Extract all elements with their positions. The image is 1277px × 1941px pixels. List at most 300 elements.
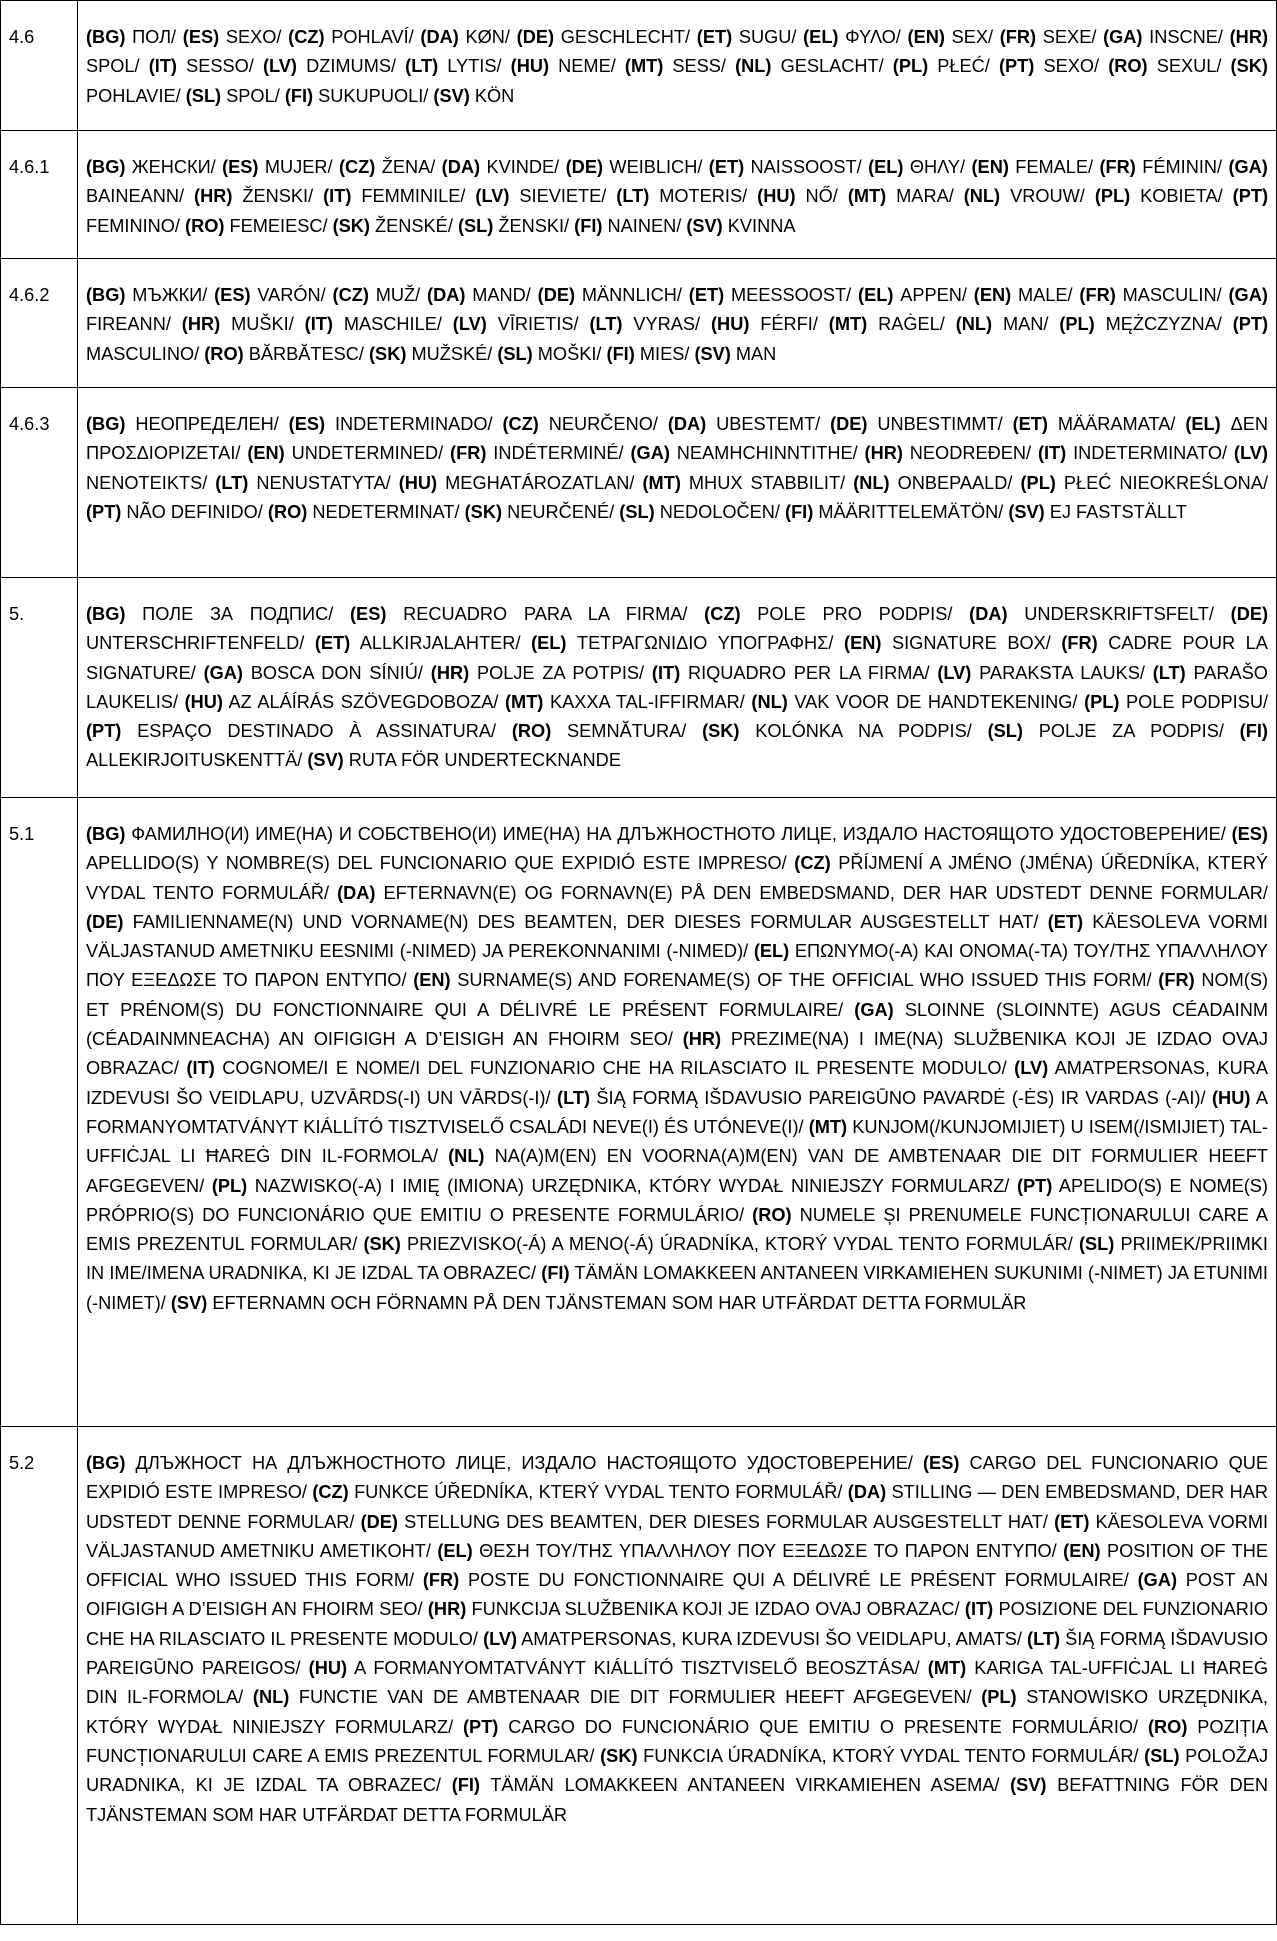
item-translations: [78, 131, 1277, 259]
language-code: (LV): [1014, 1058, 1049, 1079]
language-code: (CZ): [338, 157, 376, 177]
translation-text: GESCHLECHT/: [560, 27, 691, 47]
item-translations: [78, 798, 1277, 1427]
translation-text: ΔΕΝ ΠΡΟΣΔΙΟΡΙΖΕΤΑΙ/: [86, 414, 1269, 464]
item-translations: [78, 388, 1277, 578]
translation-segment: [1059, 314, 1221, 334]
language-code: (GA): [203, 662, 243, 683]
language-code: (SV): [694, 343, 731, 364]
translation-text: FEMALE/: [1015, 157, 1094, 177]
translation-text: ΑΡΡΕΝ/: [900, 285, 967, 305]
translation-text: MALE/: [1018, 285, 1073, 305]
language-code: (ET): [1047, 911, 1084, 932]
language-code: (SL): [185, 85, 222, 106]
translation-segment: [182, 314, 294, 334]
translation-segment: [652, 663, 930, 683]
translation-text: MAND/: [472, 285, 531, 305]
language-code: (FR): [1079, 285, 1116, 305]
language-code: (IT): [323, 186, 352, 207]
translation-segment: [988, 721, 1224, 741]
translation-segment: [686, 216, 795, 236]
translation-segment: [531, 633, 833, 653]
language-code: (CZ): [332, 285, 369, 305]
translation-segment: [1103, 27, 1223, 47]
translation-segment: [423, 1570, 1129, 1590]
translation-text: FUNKCIA ÚRADNÍKA, KTORÝ VYDAL TENTO FORMULÁR/: [643, 1745, 1139, 1766]
language-code: (HR): [1229, 27, 1269, 47]
translation-text: VARÓN/: [257, 285, 326, 305]
translation-segment: [186, 86, 280, 106]
table-row: [1, 1427, 1277, 1925]
translation-text: KÄESOLEVA VORMI VÄLJASTANUD AMETNIKU EESNIMI (-NIMED) JA PEREKONNANIMI (-NIMED)/: [86, 911, 1268, 962]
translation-text: NEODREĐEN/: [909, 443, 1032, 464]
translation-segment: [212, 1176, 1010, 1196]
translation-segment: [149, 56, 254, 76]
translation-segment: [964, 186, 1085, 206]
translation-segment: [86, 414, 279, 434]
language-code: (ES): [1231, 824, 1268, 844]
translation-segment: [1038, 443, 1227, 463]
translation-text: STILLING — DEN EMBEDSMAND, DER HAR UDSTEDT DENNE FORMULAR/: [86, 1482, 1269, 1532]
translation-segment: [704, 604, 952, 624]
language-code: (FI): [1239, 721, 1268, 742]
translation-text: MEGHATÁROZATLAN/: [445, 472, 635, 493]
translation-segment: [427, 285, 531, 305]
language-code: (PL): [1020, 472, 1056, 493]
translation-text: POLJE ZA PODPIS/: [1038, 721, 1224, 742]
language-code: (PL): [892, 56, 929, 77]
translation-segment: [171, 1293, 1027, 1313]
translation-text: A FORMANYOMTATVÁNYT KIÁLLÍTÓ TISZTVISELŐ BEOSZTÁSA/: [354, 1658, 920, 1679]
translation-text: NAINEN/: [607, 215, 682, 236]
translation-text: FÉMININ/: [1142, 157, 1223, 177]
language-code: (SV): [307, 750, 344, 771]
language-code: (LV): [1233, 443, 1268, 464]
language-code: (LT): [215, 472, 249, 493]
translation-segment: [830, 414, 1003, 434]
translation-segment: [285, 86, 429, 106]
translation-segment: [361, 1512, 1048, 1532]
language-code: (LT): [616, 186, 650, 207]
language-code: (ET): [1054, 1511, 1090, 1532]
language-code: (BG): [86, 157, 126, 177]
language-code: (SK): [600, 1745, 638, 1766]
translation-segment: [194, 186, 313, 206]
language-code: (ES): [923, 1453, 960, 1473]
language-code: (SK): [702, 721, 740, 742]
translation-text: FAMILIENNAME(N) UND VORNAME(N) DES BEAMTEN, DER DIESES FORMULAR AUSGESTELLT HAT/: [132, 911, 1039, 932]
language-code: (EL): [868, 157, 904, 177]
translation-text: PARAŠO LAUKELIS/: [86, 662, 1268, 712]
translation-text: STELLUNG DES BEAMTEN, DER DIESES FORMULAR AUSGESTELLT HAT/: [404, 1511, 1048, 1532]
language-code: (DE): [86, 911, 124, 932]
translation-table-body: [1, 1, 1277, 1925]
translation-text: MÄÄRAMATA/: [1057, 414, 1176, 434]
translation-text: INDETERMINATO/: [1073, 443, 1228, 464]
translation-text: PREZIME(NA) I IME(NA) SLUŽBENIKA KOJI JE IZDAO OVAJ OBRAZAC/: [86, 1029, 1268, 1079]
language-code: (LV): [483, 1628, 518, 1649]
language-code: (DE): [830, 414, 868, 434]
translation-text: SUKUPUOLI/: [318, 85, 429, 106]
language-code: (ET): [708, 157, 745, 177]
translation-text: FÉRFI/: [760, 314, 818, 335]
language-code: (HU): [711, 314, 750, 335]
language-code: (PL): [1094, 186, 1131, 207]
translation-segment: [689, 285, 851, 305]
translation-segment: [803, 27, 901, 47]
language-code: (BG): [86, 604, 126, 624]
language-code: (FI): [606, 343, 635, 364]
translation-text: NAZWISKO(-A) I IMIĘ (IMIONA) URZĘDNIKA, KTÓRY WYDAŁ NINIEJSZY FORMULARZ/: [254, 1175, 1010, 1196]
translation-text: ПОЛ/: [132, 27, 177, 47]
translation-text: UNTERSCHRIFTENFELD/: [86, 633, 305, 654]
translation-segment: [247, 443, 443, 463]
language-code: (RO): [1108, 56, 1148, 77]
translation-text: NEURČENÉ/: [507, 501, 615, 522]
language-code: (FR): [999, 27, 1037, 47]
translation-segment: [405, 56, 501, 76]
language-code: (SL): [1078, 1234, 1115, 1255]
translation-segment: [972, 157, 1094, 177]
item-number: 5.2: [1, 1427, 78, 1925]
language-code: (RO): [752, 1204, 792, 1225]
language-code: (PT): [1016, 1175, 1053, 1196]
translation-segment: [339, 157, 435, 177]
translation-text: FUNKCIJA SLUŽBENIKA KOJI JE IZDAO OVAJ OBRAZAC/: [471, 1599, 960, 1620]
language-code: (GA): [1228, 285, 1268, 305]
language-code: (BG): [86, 1453, 126, 1473]
translation-segment: [185, 692, 499, 712]
translation-segment: [848, 186, 954, 206]
translation-text: NAISSOOST/: [750, 157, 862, 177]
translation-segment: [253, 1687, 972, 1707]
language-code: (SL): [987, 721, 1023, 742]
translation-text: MUJER/: [264, 157, 333, 177]
translation-segment: [433, 86, 514, 106]
translation-text: MASCULIN/: [1122, 285, 1222, 305]
translation-segment: [475, 186, 606, 206]
language-code: (NL): [448, 1146, 485, 1167]
translation-segment: [288, 27, 414, 47]
language-code: (FI): [785, 501, 814, 522]
translation-segment: [431, 663, 644, 683]
language-code: (SK): [369, 343, 407, 364]
translation-segment: [1079, 285, 1221, 305]
translation-text: FEMININO/: [86, 215, 180, 236]
translation-text: AMATPERSONAS, KURA IZDEVUSI ŠO VEIDLAPU, UZVĀRDS(-I) UN VĀRDS(-I)/: [86, 1058, 1268, 1108]
translation-text: SUGU/: [738, 27, 797, 47]
item-number: 5.: [1, 578, 78, 798]
language-code: (PT): [1232, 314, 1269, 335]
language-code: (LT): [589, 314, 623, 335]
table-row: [1, 259, 1277, 388]
language-code: (HR): [194, 186, 233, 207]
translation-segment: [868, 157, 965, 177]
item-number: 4.6: [1, 1, 78, 131]
language-code: (FI): [574, 215, 603, 236]
translation-text: RIQUADRO PER LA FIRMA/: [687, 662, 930, 683]
translation-text: MÄNNLICH/: [581, 285, 682, 305]
translation-text: MUŽ/: [375, 285, 421, 305]
translation-segment: [399, 473, 635, 493]
translation-text: PRIEZVISKO(-Á) A MENO(-Á) ÚRADNÍKA, KTORÝ VYDAL TENTO FORMULÁR/: [406, 1234, 1073, 1255]
translation-text: POHLAVIE/: [86, 85, 181, 106]
translation-text: GESLACHT/: [780, 56, 884, 77]
translation-segment: [503, 414, 658, 434]
translation-text: APELIDO(S) E NOME(S) PRÓPRIO(S) DO FUNCIONÁRIO QUE EMITIU O PRESENTE FORMULÁRIO/: [86, 1175, 1268, 1225]
language-code: (IT): [148, 56, 177, 77]
translation-text: TÄMÄN LOMAKKEEN ANTANEEN VIRKAMIEHEN ASEMA/: [490, 1775, 1000, 1796]
language-code: (SK): [1230, 56, 1268, 77]
translation-text: SESSO/: [186, 56, 254, 77]
item-translations: [78, 578, 1277, 798]
translation-text: ALLKIRJALAHTER/: [359, 633, 521, 654]
translation-segment: [450, 443, 624, 463]
language-code: (DE): [565, 157, 604, 177]
language-code: (LV): [937, 662, 972, 683]
item-number: 4.6.1: [1, 131, 78, 259]
language-code: (EL): [858, 285, 894, 305]
translation-text: ДЛЪЖНОСТ НА ДЛЪЖНОСТНОТО ЛИЦЕ, ИЗДАЛО НАСТОЯЩОТО УДОСТОВЕРЕНИЕ/: [135, 1453, 913, 1473]
translation-text: SEXUL/: [1156, 56, 1222, 77]
language-code: (FI): [451, 1775, 480, 1796]
language-code: (RO): [1147, 1716, 1188, 1737]
language-code: (SV): [1010, 1775, 1047, 1796]
translation-text: UNBESTIMMT/: [877, 414, 1003, 434]
language-code: (SK): [332, 215, 370, 236]
language-code: (SL): [497, 343, 533, 364]
translation-segment: [333, 216, 453, 236]
translation-segment: [512, 721, 686, 741]
translation-text: MUŠKI/: [231, 314, 294, 335]
translation-segment: [668, 414, 820, 434]
translation-text: APELLIDO(S) Y NOMBRE(S) DEL FUNCIONARIO QUE EXPIDIÓ ESTE IMPRESO/: [86, 853, 787, 874]
translation-text: EFTERNAVN(E) OG FORNAVN(E) PÅ DEN EMBEDSMAND, DER HAR UDSTEDT DENNE FORMULAR/: [383, 882, 1268, 903]
translation-segment: [463, 1717, 1138, 1737]
translation-segment: [694, 344, 776, 364]
translation-text: UNDERSKRIFTSFELT/: [1024, 604, 1214, 624]
language-code: (RO): [204, 343, 244, 364]
item-number: 5.1: [1, 798, 78, 1427]
translation-segment: [607, 344, 690, 364]
language-code: (LT): [1152, 662, 1186, 683]
language-code: (IT): [304, 314, 333, 335]
translation-text: FIREANN/: [86, 314, 171, 335]
translation-text: KVINNA: [727, 215, 796, 236]
translation-segment: [505, 692, 745, 712]
language-code: (NL): [963, 186, 1001, 207]
translation-segment: [452, 1775, 1000, 1795]
translation-text: TÄMÄN LOMAKKEEN ANTANEEN VIRKAMIEHEN SUKUNIMI (-NIMET) JA ETUNIMI (-NIMET)/: [86, 1263, 1268, 1313]
translation-segment: [538, 285, 682, 305]
translation-text: AMATPERSONAS, KURA IZDEVUSI ŠO VEIDLAPU, AMATS/: [521, 1628, 1022, 1649]
translation-text: VAK VOOR DE HANDTEKENING/: [794, 691, 1078, 712]
translation-segment: [222, 157, 332, 177]
language-code: (EN): [971, 157, 1009, 177]
translation-text: SEXO/: [225, 27, 282, 47]
translation-text: ALLEKIRJOITUSKENTTÄ/: [86, 750, 303, 771]
translation-segment: [323, 186, 465, 206]
translation-segment: [1095, 186, 1223, 206]
translation-segment: [858, 285, 967, 305]
language-code: (NL): [252, 1687, 290, 1708]
translation-segment: [333, 285, 421, 305]
language-code: (HU): [757, 186, 796, 207]
language-code: (DE): [360, 1511, 398, 1532]
translation-text: KØN/: [465, 27, 510, 47]
translation-text: POLE PODPISU/: [1126, 691, 1269, 712]
language-code: (FI): [284, 85, 314, 106]
translation-segment: [214, 285, 326, 305]
translation-segment: [589, 314, 700, 334]
translation-segment: [497, 344, 601, 364]
translation-segment: [937, 663, 1145, 683]
translation-segment: [574, 216, 681, 236]
language-code: (ES): [288, 414, 326, 434]
translation-text: ΘΕΣΗ ΤΟΥ/ΤΗΣ ΥΠΑΛΛΗΛΟΥ ΠΟΥ ΕΞΕΔΩΣΕ ΤΟ ΠΑΡΟΝ ΕΝΤΥΠΟ/: [479, 1540, 1057, 1561]
translation-text: NA(A)M(EN) EN VOORNA(A)M(EN) VAN DE AMBTENAAR DIE DIT FORMULIER HEEFT AFGEGEVEN/: [86, 1146, 1268, 1196]
language-code: (HU): [398, 472, 438, 493]
language-code: (FR): [1061, 633, 1098, 654]
translation-segment: [751, 692, 1077, 712]
translation-segment: [215, 473, 390, 493]
language-code: (HR): [430, 662, 470, 683]
language-code: (IT): [186, 1058, 215, 1079]
language-code: (EL): [753, 941, 790, 962]
language-code: (PL): [1084, 691, 1120, 712]
translation-text: A FORMANYOMTATVÁNYT KIÁLLÍTÓ TISZTVISELŐ CSALÁDI NEVE(I) ÉS UTÓNEVE(I)/: [86, 1087, 1268, 1137]
language-code: (CZ): [502, 414, 539, 434]
translation-text: MÄÄRITTELEMÄTÖN/: [818, 501, 1004, 522]
language-code: (EN): [907, 27, 945, 47]
translation-text: POSITION OF THE OFFICIAL WHO ISSUED THIS FORM/: [86, 1540, 1268, 1591]
translation-text: SURNAME(S) AND FORENAME(S) OF THE OFFICIAL WHO ISSUED THIS FORM/: [457, 970, 1152, 991]
translation-text: MAN: [735, 343, 777, 364]
language-code: (SL): [1144, 1745, 1180, 1766]
language-code: (IT): [1037, 443, 1067, 464]
translation-text: PŁEĆ NIEOKREŚLONA/: [1063, 472, 1268, 493]
translation-segment: [185, 216, 328, 236]
translation-text: NUMELE ȘI PRENUMELE FUNCȚIONARULUI CARE A EMIS PREZENTUL FORMULAR/: [86, 1204, 1269, 1255]
language-code: (RO): [185, 215, 225, 236]
translation-segment: [999, 56, 1099, 76]
language-code: (RO): [267, 501, 308, 522]
translation-text: SPOL/: [86, 56, 140, 77]
translation-text: VĪRIETIS/: [497, 314, 579, 335]
translation-text: POLE PRO PODPIS/: [757, 604, 953, 624]
language-code: (MT): [642, 472, 681, 493]
language-code: (CZ): [312, 1482, 349, 1503]
translation-segment: [86, 285, 207, 305]
translation-segment: [709, 157, 862, 177]
translation-segment: [893, 56, 990, 76]
language-code: (LT): [1027, 1628, 1061, 1649]
table-row: [1, 798, 1277, 1427]
item-translations: [78, 259, 1277, 388]
language-code: (ET): [688, 285, 725, 305]
language-code: (BG): [86, 414, 126, 434]
language-code: (LT): [557, 1087, 590, 1108]
language-code: (HU): [308, 1658, 348, 1679]
language-code: (SV): [433, 85, 470, 106]
translation-segment: [557, 1088, 1206, 1108]
translation-text: POZIȚIA FUNCȚIONARULUI CARE A EMIS PREZENTUL FORMULAR/: [86, 1716, 1268, 1766]
translation-text: POSIZIONE DEL FUNZIONARIO CHE HA RILASCIATO IL PRESENTE MODULO/: [86, 1599, 1269, 1649]
translation-segment: [853, 473, 1012, 493]
translation-text: MASCHILE/: [343, 314, 442, 335]
language-code: (EL): [531, 633, 567, 654]
language-code: (MT): [847, 186, 887, 207]
translation-segment: [86, 1453, 913, 1473]
language-code: (BG): [86, 285, 126, 305]
translation-segment: [183, 27, 282, 47]
translation-text: ŽENSKI/: [242, 186, 314, 207]
translation-segment: [600, 1746, 1138, 1766]
translation-text: EJ FASTSTÄLLT: [1049, 501, 1187, 522]
translation-text: ЖЕНСКИ/: [131, 157, 216, 177]
language-code: (SK): [363, 1234, 401, 1255]
item-translations: [78, 1, 1277, 131]
translation-segment: [458, 216, 569, 236]
language-code: (DE): [537, 285, 576, 305]
language-code: (DA): [420, 27, 459, 47]
language-code: (NL): [751, 691, 788, 712]
language-code: (FR): [422, 1570, 460, 1591]
language-code: (FR): [1158, 970, 1195, 991]
translation-segment: [86, 502, 263, 522]
translation-text: RAĠEL/: [878, 314, 945, 335]
language-code: (MT): [828, 314, 868, 335]
translation-text: ПОЛЕ ЗА ПОДПИС/: [142, 604, 334, 624]
translation-text: UNDETERMINED/: [291, 443, 444, 464]
language-code: (DA): [969, 604, 1008, 624]
language-code: (PT): [86, 501, 122, 522]
translation-text: NEME/: [558, 56, 616, 77]
language-code: (PT): [463, 1716, 499, 1737]
language-code: (PT): [998, 56, 1035, 77]
language-code: (FI): [541, 1263, 570, 1284]
language-code: (GA): [1137, 1570, 1178, 1591]
translation-segment: [442, 157, 560, 177]
language-code: (RO): [511, 721, 552, 742]
translation-text: МЪЖКИ/: [132, 285, 208, 305]
language-code: (HU): [1212, 1087, 1251, 1108]
translation-segment: [616, 186, 747, 206]
translation-text: POST AN OIFIGIGH A D’EISIGH AN FHOIRM SEO/: [86, 1570, 1269, 1620]
translation-segment: [204, 344, 364, 364]
language-code: (BG): [86, 27, 126, 47]
translation-text: SESS/: [672, 56, 726, 77]
translation-segment: [1100, 157, 1223, 177]
language-code: (NL): [853, 472, 890, 493]
translation-segment: [86, 721, 496, 741]
translation-text: MIES/: [639, 343, 690, 364]
translation-text: ŠIĄ FORMĄ IŠDAVUSIO PAREIGŪNO PAVARDĖ (-ĖS) IR VARDAS (-AI)/: [596, 1087, 1206, 1108]
language-code: (FR): [1099, 157, 1136, 177]
translation-text: POLOŽAJ URADNIKA, KI JE IZDAL TA OBRAZEC/: [86, 1745, 1269, 1796]
language-code: (IT): [651, 662, 681, 683]
language-code: (SL): [619, 501, 655, 522]
translation-segment: [312, 1482, 842, 1502]
language-code: (EN): [247, 443, 285, 464]
translation-text: KUNJOM(/KUNJOMIJIET) U ISEM(/ISMIJIET) TAL-UFFIĊJAL LI ĦAREĠ DIN IL-FORMOLA/: [86, 1116, 1268, 1167]
translation-text: CARGO DO FUNCIONÁRIO QUE EMITIU O PRESENTE FORMULÁRIO/: [508, 1716, 1139, 1737]
translation-text: ФАМИЛНО(И) ИМЕ(НА) И СОБСТВЕНО(И) ИМЕ(НА) НА ДЛЪЖНОСТНОТО ЛИЦЕ, ИЗДАЛО НАСТОЯЩОТО УДОСТОВЕРЕНИЕ/: [131, 824, 1226, 844]
translation-text: KÖN: [474, 85, 515, 106]
translation-segment: [413, 970, 1151, 990]
translation-text: STANOWISKO URZĘDNIKA, KTÓRY WYDAŁ NINIEJSZY FORMULARZ/: [86, 1687, 1268, 1737]
translation-segment: [711, 314, 818, 334]
